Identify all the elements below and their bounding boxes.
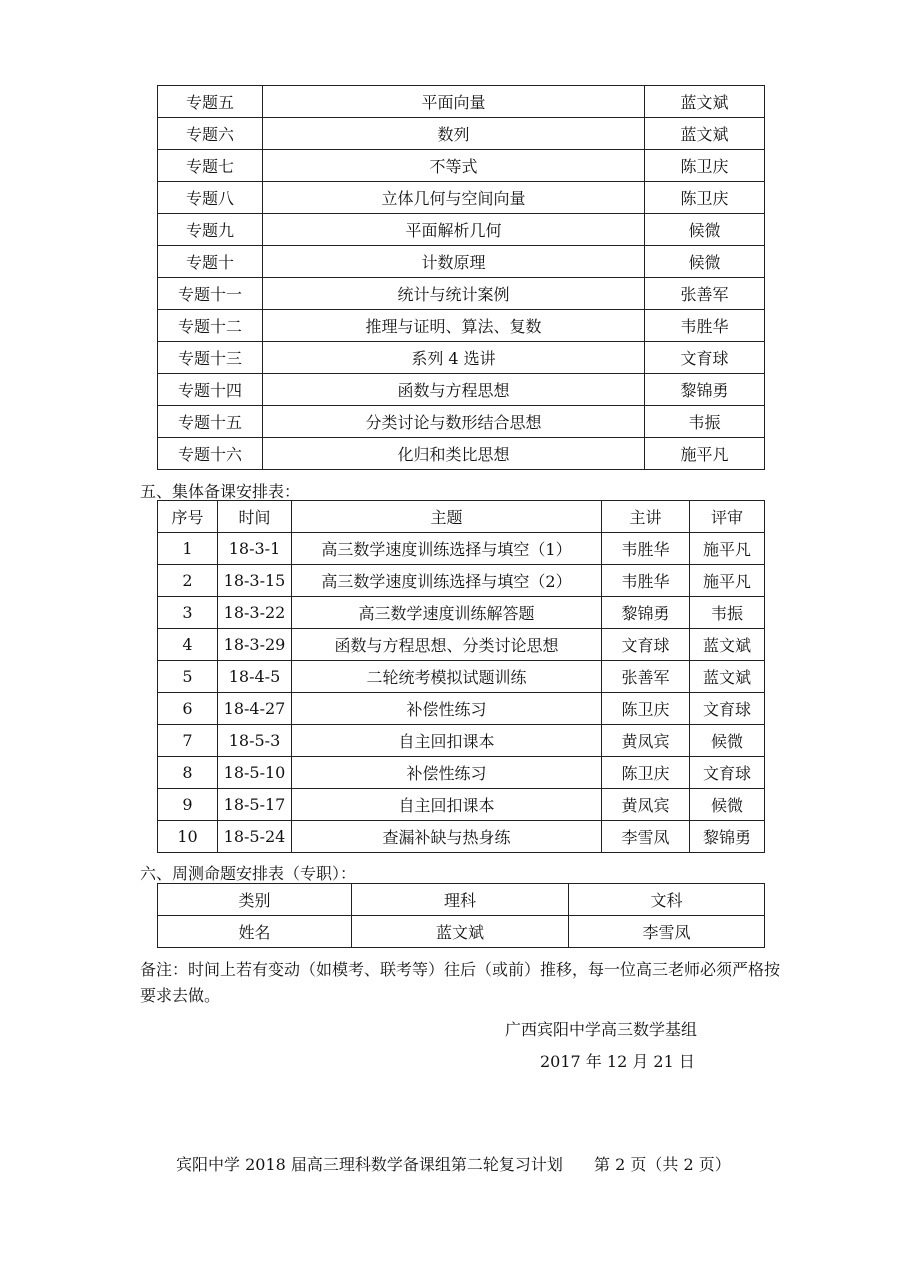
- lesson-prep-header-row: [158, 501, 765, 533]
- lesson-row-theme: 高三数学速度训练选择与填空（1）: [292, 533, 602, 565]
- lesson-row-reviewer: 施平凡: [690, 565, 765, 597]
- lesson-row-no: 6: [158, 693, 218, 725]
- lesson-row-theme: 高三数学速度训练解答题: [292, 597, 602, 629]
- lesson-row-speaker: 韦胜华: [602, 533, 690, 565]
- lesson-row-theme: 高三数学速度训练选择与填空（2）: [292, 565, 602, 597]
- lesson-row-time: 18-5-17: [218, 789, 292, 821]
- lesson-row: [158, 629, 765, 661]
- lesson-row-time: 18-5-24: [218, 821, 292, 853]
- lesson-row-no: 1: [158, 533, 218, 565]
- lesson-row-theme: 补偿性练习: [292, 757, 602, 789]
- topic-row-title: 分类讨论与数形结合思想: [263, 406, 645, 438]
- lesson-row-speaker: 陈卫庆: [602, 693, 690, 725]
- lesson-row-no: 7: [158, 725, 218, 757]
- weekly-test-name-row: [158, 916, 765, 948]
- lesson-row-speaker: 张善军: [602, 661, 690, 693]
- lesson-row-speaker: 黄凤宾: [602, 725, 690, 757]
- lesson-row: [158, 565, 765, 597]
- topic-row-title: 统计与统计案例: [263, 278, 645, 310]
- weekly-test-header-label: 类别: [158, 884, 352, 916]
- topic-row: [158, 150, 765, 182]
- lesson-row: [158, 789, 765, 821]
- lesson-row-time: 18-3-1: [218, 533, 292, 565]
- lesson-row-reviewer: 候微: [690, 789, 765, 821]
- topic-row-no: 专题十五: [158, 406, 263, 438]
- lesson-row-theme: 二轮统考模拟试题训练: [292, 661, 602, 693]
- lesson-row-reviewer: 黎锦勇: [690, 821, 765, 853]
- topic-row-title: 系列 4 选讲: [263, 342, 645, 374]
- footer-title: 宾阳中学 2018 届高三理科数学备课组第二轮复习计划: [176, 1155, 563, 1174]
- weekly-test-row-label: 姓名: [158, 916, 352, 948]
- topic-row-no: 专题十二: [158, 310, 263, 342]
- topic-row: [158, 214, 765, 246]
- lesson-row-speaker: 黄凤宾: [602, 789, 690, 821]
- lesson-row-speaker: 黎锦勇: [602, 597, 690, 629]
- topic-row-title: 平面解析几何: [263, 214, 645, 246]
- topic-row-title: 函数与方程思想: [263, 374, 645, 406]
- lesson-row-reviewer: 韦振: [690, 597, 765, 629]
- topic-row-teacher: 蓝文斌: [645, 86, 765, 118]
- header-time: 时间: [218, 501, 292, 533]
- weekly-test-header-row: [158, 884, 765, 916]
- weekly-test-science-teacher: 蓝文斌: [352, 916, 569, 948]
- topic-row-title: 计数原理: [263, 246, 645, 278]
- topic-row: [158, 118, 765, 150]
- topic-row: [158, 406, 765, 438]
- section5-heading: 五、集体备课安排表：: [140, 482, 301, 501]
- lesson-row-reviewer: 文育球: [690, 693, 765, 725]
- topic-row-teacher: 黎锦勇: [645, 374, 765, 406]
- lesson-row: [158, 757, 765, 789]
- lesson-row-time: 18-4-27: [218, 693, 292, 725]
- lesson-row-time: 18-5-3: [218, 725, 292, 757]
- lesson-row: [158, 821, 765, 853]
- lesson-prep-table-body: [158, 533, 765, 853]
- topic-row-no: 专题五: [158, 86, 263, 118]
- signature-org: 广西宾阳中学高三数学基组: [505, 1020, 698, 1039]
- lesson-row-reviewer: 蓝文斌: [690, 629, 765, 661]
- topic-row-title: 不等式: [263, 150, 645, 182]
- lesson-row-time: 18-3-15: [218, 565, 292, 597]
- lesson-row-theme: 自主回扣课本: [292, 725, 602, 757]
- topic-row-title: 立体几何与空间向量: [263, 182, 645, 214]
- topic-row-no: 专题十一: [158, 278, 263, 310]
- lesson-row-reviewer: 文育球: [690, 757, 765, 789]
- page-footer: [176, 1152, 757, 1175]
- topic-row-teacher: 陈卫庆: [645, 182, 765, 214]
- topic-row: [158, 374, 765, 406]
- lesson-row-speaker: 李雪凤: [602, 821, 690, 853]
- topic-row-no: 专题十: [158, 246, 263, 278]
- lesson-row-reviewer: 施平凡: [690, 533, 765, 565]
- lesson-row-theme: 函数与方程思想、分类讨论思想: [292, 629, 602, 661]
- remark-note: 备注：时间上若有变动（如模考、联考等）往后（或前）推移，每一位高三老师必须严格按要求去做。: [140, 960, 781, 1005]
- lesson-row: [158, 693, 765, 725]
- topic-row-no: 专题六: [158, 118, 263, 150]
- header-speaker: 主讲: [602, 501, 690, 533]
- lesson-prep-table: [157, 500, 765, 853]
- section6-heading: 六、周测命题安排表（专职）：: [140, 864, 357, 883]
- topic-row-no: 专题十六: [158, 438, 263, 470]
- topic-row-title: 推理与证明、算法、复数: [263, 310, 645, 342]
- topic-row-teacher: 韦胜华: [645, 310, 765, 342]
- lesson-row-time: 18-5-10: [218, 757, 292, 789]
- header-no: 序号: [158, 501, 218, 533]
- lesson-row-no: 3: [158, 597, 218, 629]
- topic-row-no: 专题八: [158, 182, 263, 214]
- topic-row-no: 专题十四: [158, 374, 263, 406]
- lesson-row-no: 2: [158, 565, 218, 597]
- topic-row-no: 专题七: [158, 150, 263, 182]
- topic-row-teacher: 张善军: [645, 278, 765, 310]
- topic-row: [158, 86, 765, 118]
- topic-row-teacher: 蓝文斌: [645, 118, 765, 150]
- topic-row-teacher: 陈卫庆: [645, 150, 765, 182]
- topic-table: [157, 85, 765, 470]
- topic-row-title: 数列: [263, 118, 645, 150]
- lesson-row: [158, 725, 765, 757]
- lesson-row-speaker: 陈卫庆: [602, 757, 690, 789]
- lesson-row: [158, 661, 765, 693]
- lesson-row-reviewer: 蓝文斌: [690, 661, 765, 693]
- lesson-row-time: 18-3-22: [218, 597, 292, 629]
- topic-row-teacher: 韦振: [645, 406, 765, 438]
- lesson-row: [158, 597, 765, 629]
- topic-row-teacher: 施平凡: [645, 438, 765, 470]
- topic-row-teacher: 候微: [645, 246, 765, 278]
- topic-row: [158, 278, 765, 310]
- topic-row-title: 平面向量: [263, 86, 645, 118]
- lesson-row-no: 5: [158, 661, 218, 693]
- lesson-row-no: 10: [158, 821, 218, 853]
- lesson-row-time: 18-4-5: [218, 661, 292, 693]
- weekly-test-arts-teacher: 李雪凤: [569, 916, 765, 948]
- lesson-row: [158, 533, 765, 565]
- lesson-row-time: 18-3-29: [218, 629, 292, 661]
- topic-row-title: 化归和类比思想: [263, 438, 645, 470]
- header-reviewer: 评审: [690, 501, 765, 533]
- signature-date: 2017 年 12 月 21 日: [540, 1052, 695, 1071]
- lesson-row-theme: 自主回扣课本: [292, 789, 602, 821]
- topic-row: [158, 246, 765, 278]
- lesson-row-no: 4: [158, 629, 218, 661]
- weekly-test-header-science: 理科: [352, 884, 569, 916]
- lesson-row-speaker: 韦胜华: [602, 565, 690, 597]
- topic-row-teacher: 候微: [645, 214, 765, 246]
- weekly-test-header-arts: 文科: [569, 884, 765, 916]
- topic-row: [158, 438, 765, 470]
- lesson-row-speaker: 文育球: [602, 629, 690, 661]
- lesson-row-reviewer: 候微: [690, 725, 765, 757]
- lesson-row-theme: 查漏补缺与热身练: [292, 821, 602, 853]
- topic-row: [158, 310, 765, 342]
- topic-row: [158, 182, 765, 214]
- lesson-row-theme: 补偿性练习: [292, 693, 602, 725]
- header-theme: 主题: [292, 501, 602, 533]
- topic-row-no: 专题九: [158, 214, 263, 246]
- footer-page-number: 第 2 页（共 2 页）: [594, 1155, 731, 1174]
- lesson-row-no: 9: [158, 789, 218, 821]
- topic-row-no: 专题十三: [158, 342, 263, 374]
- topic-row-teacher: 文育球: [645, 342, 765, 374]
- topic-table-body: [158, 86, 765, 470]
- weekly-test-table: [157, 883, 765, 948]
- topic-row: [158, 342, 765, 374]
- lesson-row-no: 8: [158, 757, 218, 789]
